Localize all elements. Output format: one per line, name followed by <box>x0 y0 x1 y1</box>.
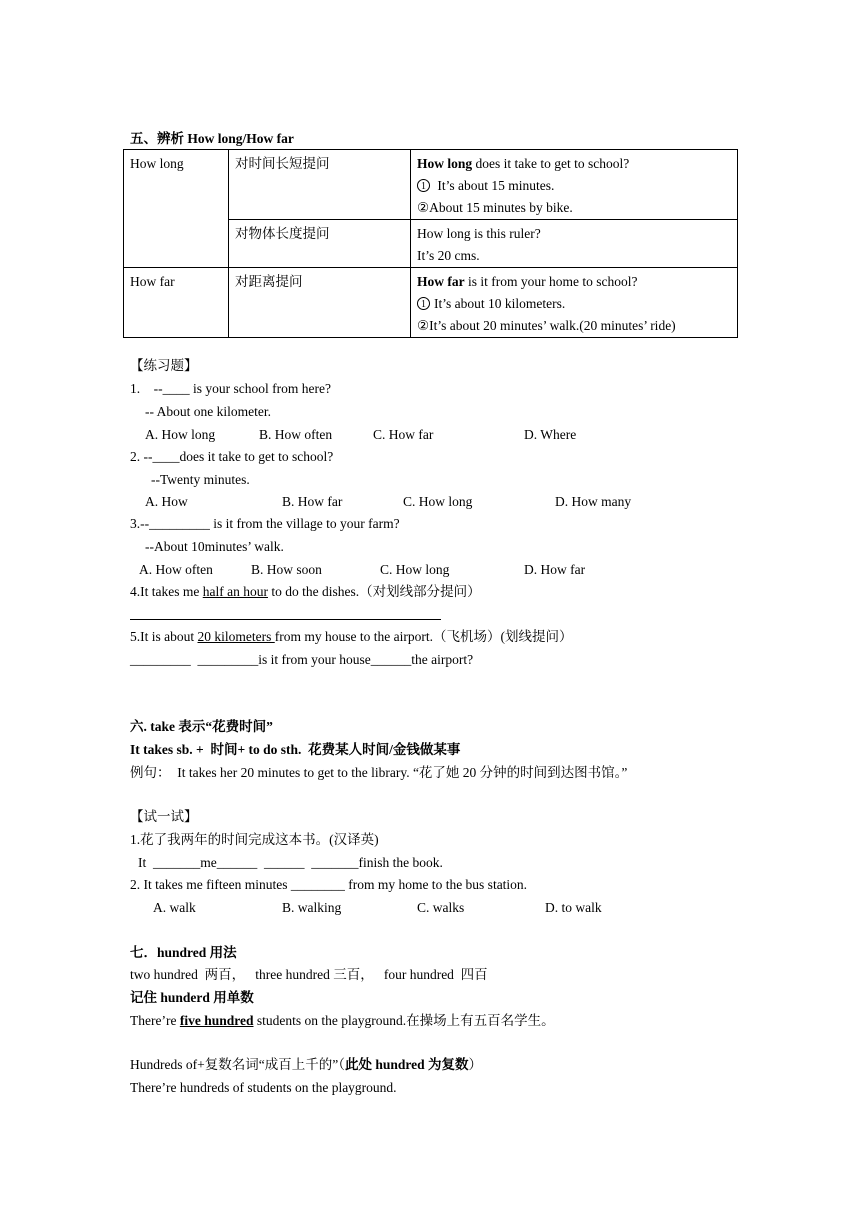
option-3a: A. How often <box>139 562 213 577</box>
option-1b: B. How often <box>259 427 333 442</box>
take-pattern: It takes sb. + 时间+ to do sth. 花费某人时间/金钱做某事 <box>130 742 461 757</box>
cell-how-long-example <box>411 150 738 220</box>
option-3d: D. How far <box>524 562 586 577</box>
option-2b: B. How far <box>282 494 343 509</box>
question-2: 2. --____does it take to get to school? <box>130 449 334 464</box>
hundreds-of-bold: 此处 hundred 为复数 <box>344 1057 469 1072</box>
option-1c: C. How far <box>373 427 434 442</box>
option-2c: C. How long <box>403 494 473 509</box>
question-5-underlined: 20 kilometers <box>197 629 275 644</box>
hundred-sentence-pre: There’re <box>130 1013 180 1028</box>
question-1: 1. --____ is your school from here? <box>130 381 331 396</box>
option-2d: D. How many <box>555 494 632 509</box>
try-question-1-blanks: It _______me______ ______ _______finish the book. <box>138 855 443 870</box>
try-title: 【试一试】 <box>130 809 198 824</box>
section7-heading: 七．hundred 用法 <box>130 945 237 960</box>
question-5-post: from my house to the airport.（飞机场）(划线提问） <box>274 629 573 644</box>
question-2-answer: --Twenty minutes. <box>151 472 250 487</box>
answer-line <box>130 619 441 620</box>
try-option-b: B. walking <box>282 900 342 915</box>
try-option-d: D. to walk <box>545 900 602 915</box>
hundreds-of-post: ） <box>468 1057 482 1072</box>
hundred-rule: 记住 hunderd 用单数 <box>130 990 254 1005</box>
try-question-1: 1.花了我两年的时间完成这本书。(汉译英) <box>130 832 379 847</box>
question-3: 3.--_________ is it from the village to your farm? <box>130 516 400 531</box>
answer-1a <box>417 175 731 197</box>
comparison-table <box>123 149 738 338</box>
answer-1b: ②About 15 minutes by bike. <box>417 200 573 215</box>
circled-one-icon: 1 <box>417 179 430 192</box>
question-5-blanks: _________ _________is it from your house______the airport? <box>130 652 474 667</box>
example-question-1 <box>417 153 731 175</box>
question-3-rest: is it from your home to school? <box>464 274 638 289</box>
bold-how-long: How long <box>417 156 473 171</box>
cell-how-long <box>124 150 229 268</box>
option-3b: B. How soon <box>251 562 322 577</box>
question-5-pre: 5.It is about <box>130 629 198 644</box>
cell-ruler-example <box>411 220 738 268</box>
answer-3b: ②It’s about 20 minutes’ walk.(20 minutes’ ride) <box>417 318 676 333</box>
try-question-2: 2. It takes me fifteen minutes ________ from my home to the bus station. <box>130 877 528 892</box>
hundreds-of-sentence: There’re hundreds of students on the playground. <box>130 1080 397 1095</box>
cell-time-length-text: 对时间长短提问 <box>235 156 330 171</box>
section5-heading: 五、辨析 How long/How far <box>130 131 294 146</box>
try-option-c: C. walks <box>417 900 465 915</box>
cell-object-length-text: 对物体长度提问 <box>235 226 330 241</box>
question-4-underlined: half an hour <box>202 584 268 599</box>
example-question-3 <box>417 271 731 293</box>
hundred-sentence-underlined: five hundred <box>179 1013 254 1028</box>
cell-how-far-text: How far <box>130 274 175 289</box>
question-4-post: to do the dishes.（对划线部分提问） <box>267 584 481 599</box>
example-question-2: How long is this ruler? <box>417 226 541 241</box>
cell-how-far-example <box>411 268 738 338</box>
bold-how-far: How far <box>417 274 465 289</box>
section6-heading: 六. take 表示“花费时间” <box>130 719 273 734</box>
hundred-sentence <box>130 1012 555 1030</box>
answer-2: It’s 20 cms. <box>417 248 480 263</box>
cell-distance <box>229 268 411 338</box>
hundred-sentence-post: students on the playground.在操场上有五百名学生。 <box>253 1013 555 1028</box>
hundreds-of-pre: Hundreds of+复数名词“成百上千的”（ <box>130 1057 345 1072</box>
question-4-pre: 4.It takes me <box>130 584 203 599</box>
try-option-a: A. walk <box>153 900 196 915</box>
exercise-title: 【练习题】 <box>130 358 198 373</box>
option-1d: D. Where <box>524 427 577 442</box>
circled-one-icon: 1 <box>417 297 430 310</box>
question-4 <box>130 583 481 601</box>
option-2a: A. How <box>145 494 188 509</box>
question-1-answer: -- About one kilometer. <box>145 404 271 419</box>
question-5 <box>130 628 572 646</box>
example-sentence: 例句： It takes her 20 minutes to get to the library. “花了她 20 分钟的时间到达图书馆。” <box>130 765 628 780</box>
answer-3a <box>417 293 731 315</box>
question-1-rest: does it take to get to school? <box>472 156 630 171</box>
cell-object-length <box>229 220 411 268</box>
answer-1a-text: It’s about 15 minutes. <box>434 178 555 193</box>
cell-how-long-text: How long <box>130 156 184 171</box>
cell-distance-text: 对距离提问 <box>235 274 303 289</box>
answer-3a-text: It’s about 10 kilometers. <box>434 296 566 311</box>
cell-time-length <box>229 150 411 220</box>
hundred-examples: two hundred 两百， three hundred 三百， four hundred 四百 <box>130 967 488 982</box>
cell-how-far <box>124 268 229 338</box>
option-1a: A. How long <box>145 427 216 442</box>
question-3-answer: --About 10minutes’ walk. <box>145 539 284 554</box>
hundreds-of-rule <box>130 1056 482 1074</box>
option-3c: C. How long <box>380 562 450 577</box>
